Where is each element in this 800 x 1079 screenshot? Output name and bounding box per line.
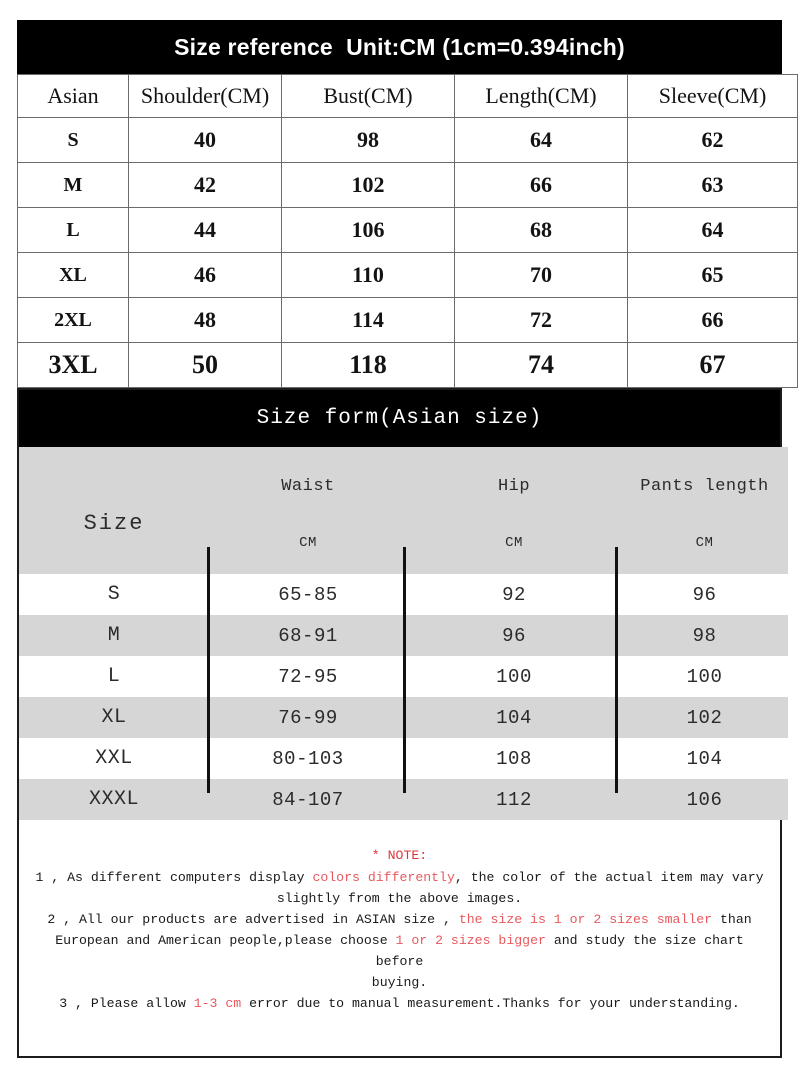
cell-shoulder: 42 [129,163,282,208]
waist-label: Waist [281,476,335,496]
cell-waist: 72-95 [209,656,407,697]
cell-size: XXXL [19,779,209,820]
cell-size: L [18,208,129,253]
column-header-shoulder: Shoulder(CM) [129,75,282,118]
cell-shoulder: 50 [129,343,282,388]
cell-bust: 118 [282,343,455,388]
note-3-text-b: error due to manual measurement.Thanks for your understanding. [241,996,740,1011]
column-header-sleeve: Sleeve(CM) [628,75,798,118]
cell-pants-length: 104 [621,738,788,779]
size-reference-banner-title: Size reference Unit:CM (1cm=0.394inch) [17,20,782,74]
cell-size: M [19,615,209,656]
cell-size: S [18,118,129,163]
note-item-3 [29,993,770,1014]
cell-size: 2XL [18,298,129,343]
size-form-table-wrapper [19,447,780,820]
cell-waist: 84-107 [209,779,407,820]
cell-size: 3XL [18,343,129,388]
cell-hip: 104 [407,697,621,738]
cell-size: XXL [19,738,209,779]
hip-label: Hip [497,476,531,496]
pants-length-unit: CM [695,534,714,551]
note-item-1-line-1 [29,867,770,888]
size-reference-table [17,74,798,388]
table-row [18,343,798,388]
cell-sleeve: 62 [628,118,798,163]
note-title: * NOTE: [371,848,428,863]
note-2-text-b: than [712,912,752,927]
hip-unit: CM [505,534,523,551]
cell-sleeve: 63 [628,163,798,208]
table-row [18,208,798,253]
column-header-size: Size [19,447,209,574]
cell-bust: 114 [282,298,455,343]
note-1-highlight: colors differently [312,870,455,885]
column-header-hip [407,447,621,574]
column-header-pants-length [621,447,788,574]
column-header-asian: Asian [18,75,129,118]
note-2-text-a: 2 , All our products are advertised in ASIAN size , [47,912,459,927]
cell-hip: 100 [407,656,621,697]
note-2-highlight-2: 1 or 2 sizes bigger [395,933,546,948]
table-row [18,118,798,163]
note-2-highlight-1: the size is 1 or 2 sizes smaller [458,912,713,927]
column-header-length: Length(CM) [455,75,628,118]
waist-unit: CM [299,534,317,551]
cell-pants-length: 98 [621,615,788,656]
cell-pants-length: 106 [621,779,788,820]
table-header-row [18,75,798,118]
note-2-text-c: European and American people,please choose [55,933,396,948]
cell-pants-length: 96 [621,574,788,615]
cell-bust: 106 [282,208,455,253]
table-row [18,298,798,343]
cell-bust: 102 [282,163,455,208]
cell-length: 66 [455,163,628,208]
cell-pants-length: 102 [621,697,788,738]
size-reference-section [17,20,782,388]
column-divider-1 [207,547,210,793]
cell-hip: 96 [407,615,621,656]
cell-sleeve: 66 [628,298,798,343]
cell-size: S [19,574,209,615]
cell-hip: 92 [407,574,621,615]
cell-waist: 80-103 [209,738,407,779]
table-row [18,253,798,298]
note-1-text-b: , the color of the actual item may vary [454,870,764,885]
table-row [18,163,798,208]
note-item-2-line-1 [29,909,770,930]
column-header-bust: Bust(CM) [282,75,455,118]
cell-size: XL [18,253,129,298]
cell-size: L [19,656,209,697]
cell-shoulder: 44 [129,208,282,253]
cell-waist: 76-99 [209,697,407,738]
cell-sleeve: 65 [628,253,798,298]
cell-hip: 108 [407,738,621,779]
cell-size: M [18,163,129,208]
cell-size: XL [19,697,209,738]
note-item-2-line-3: buying. [371,975,428,990]
size-form-banner-title: Size form(Asian size) [19,390,780,447]
note-2-text-d: and study the size chart before [375,933,744,969]
cell-bust: 98 [282,118,455,163]
column-divider-2 [403,547,406,793]
cell-length: 74 [455,343,628,388]
cell-length: 68 [455,208,628,253]
cell-shoulder: 40 [129,118,282,163]
note-block [19,845,780,1014]
column-header-waist [209,447,407,574]
note-item-1-line-2: slightly from the above images. [276,891,523,906]
cell-shoulder: 48 [129,298,282,343]
cell-waist: 65-85 [209,574,407,615]
cell-waist: 68-91 [209,615,407,656]
cell-shoulder: 46 [129,253,282,298]
pants-length-label: Pants length [640,476,769,496]
cell-hip: 112 [407,779,621,820]
column-divider-3 [615,547,618,793]
cell-length: 70 [455,253,628,298]
cell-sleeve: 67 [628,343,798,388]
size-form-section [17,388,782,1058]
note-3-highlight: 1-3 cm [193,996,242,1011]
cell-pants-length: 100 [621,656,788,697]
cell-length: 72 [455,298,628,343]
note-1-text-a: 1 , As different computers display [35,870,313,885]
note-3-text-a: 3 , Please allow [59,996,194,1011]
cell-bust: 110 [282,253,455,298]
cell-length: 64 [455,118,628,163]
note-item-2-line-2 [29,930,770,972]
cell-sleeve: 64 [628,208,798,253]
